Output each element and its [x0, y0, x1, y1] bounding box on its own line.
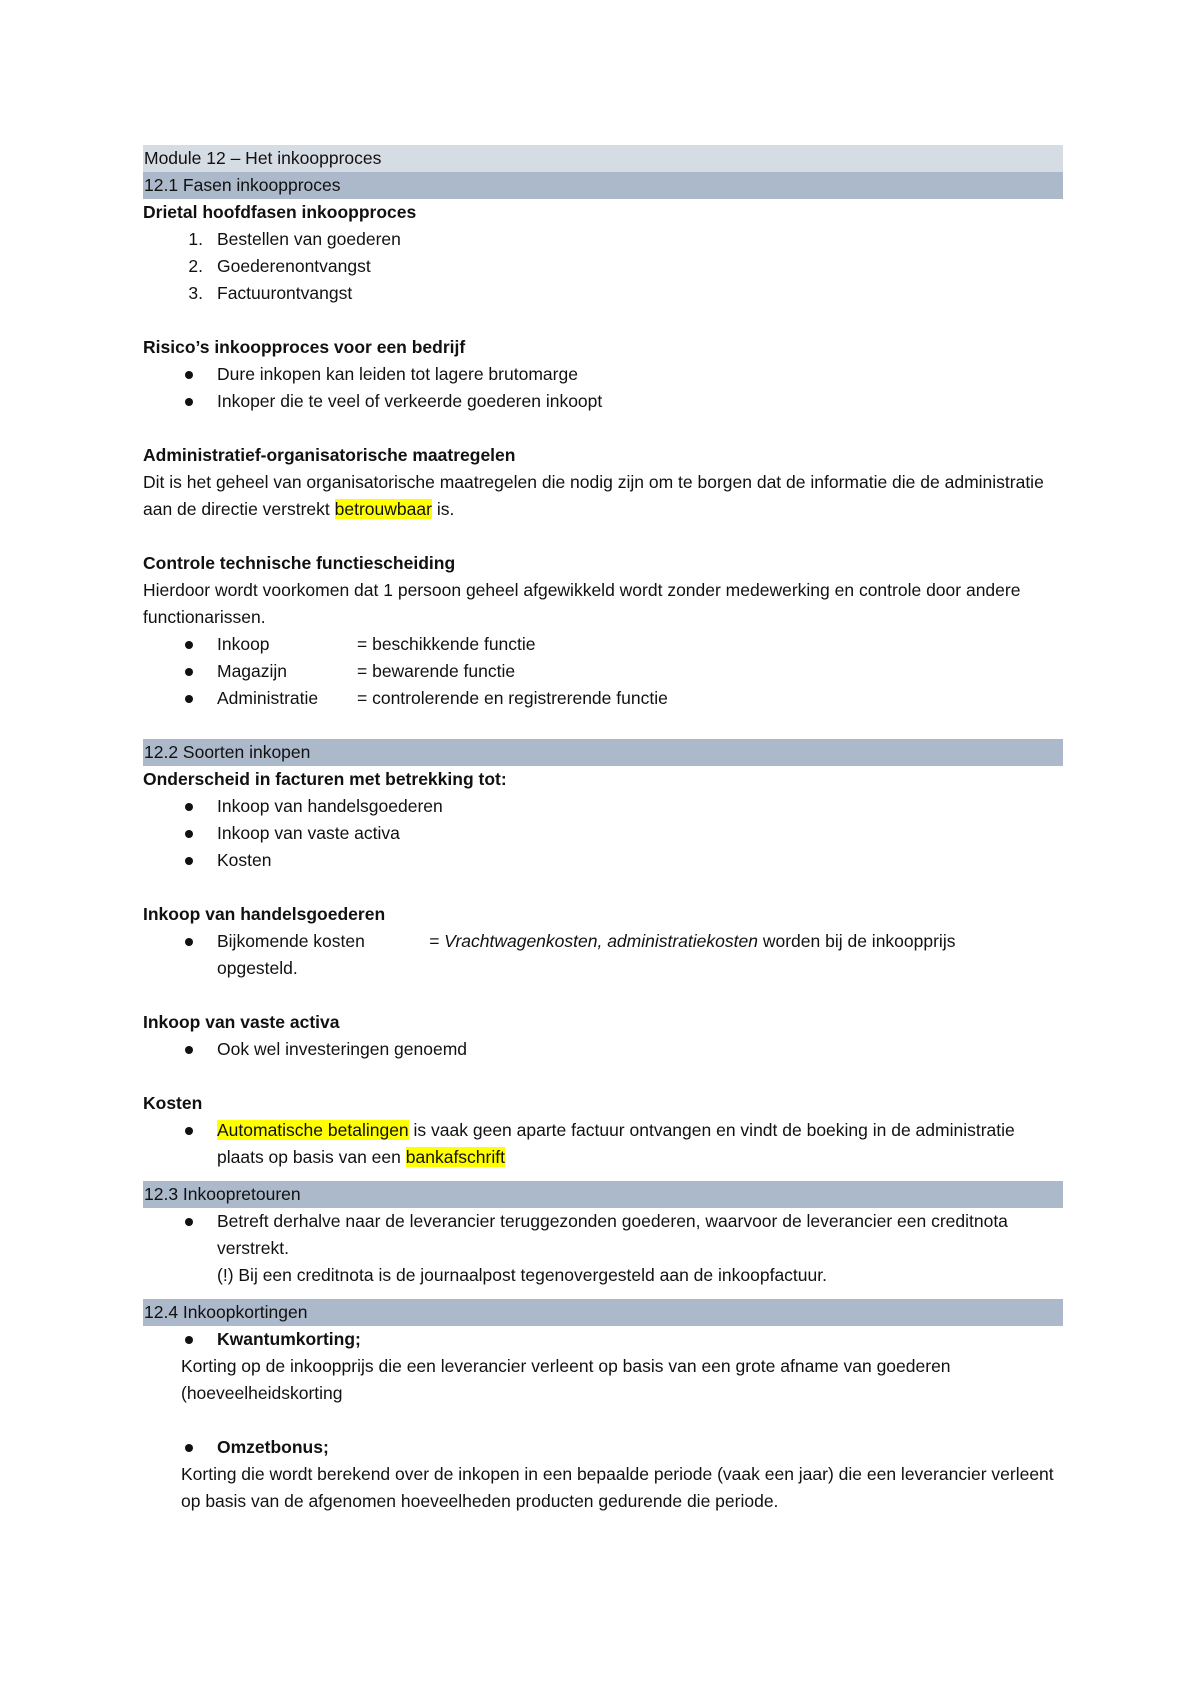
bullet-icon [185, 695, 193, 703]
list-item [143, 388, 1063, 415]
list-item [143, 685, 1063, 712]
kosten-highlight-1: Automatische betalingen [217, 1120, 409, 1140]
function-desc: = bewarende functie [357, 661, 516, 681]
bullet-icon [185, 1218, 193, 1226]
list-item [143, 1208, 1063, 1289]
kortingen-list [143, 1326, 1063, 1353]
activa-list [143, 1036, 1063, 1063]
kortingen-list-2 [143, 1434, 1063, 1461]
korting-label: Omzetbonus; [217, 1437, 329, 1457]
list-item-text: Goederenontvangst [217, 256, 371, 276]
kosten-text: is vaak geen aparte factuur ontvangen en vindt de boeking in de administratie plaats op basis van een [217, 1120, 1015, 1167]
list-number: 2. [188, 256, 203, 276]
ctf-paragraph: Hierdoor wordt voorkomen dat 1 persoon geheel afgewikkeld wordt zonder medewerking en controle door andere functionarissen. [143, 580, 1021, 627]
list-item [143, 793, 1063, 820]
list-item-text: Inkoop van vaste activa [217, 823, 400, 843]
bullet-icon [185, 1336, 193, 1344]
bullet-icon [185, 371, 193, 379]
function-desc: = beschikkende functie [357, 634, 536, 654]
list-item [143, 928, 1063, 982]
list-item-text: Ook wel investeringen genoemd [217, 1039, 468, 1059]
list-number: 1. [188, 229, 203, 249]
risks-list [143, 361, 1063, 415]
list-item [143, 1326, 1063, 1353]
list-item [143, 631, 1063, 658]
list-item-text: Inkoper die te veel of verkeerde goederen inkoopt [217, 391, 603, 411]
bullet-icon [185, 830, 193, 838]
list-item [143, 847, 1063, 874]
ctf-heading: Controle technische functiescheiding [143, 553, 456, 573]
function-desc: = controlerende en registrerende functie [357, 688, 668, 708]
bullet-icon [185, 1046, 193, 1054]
retour-note: (!) Bij een creditnota is de journaalpost tegenovergesteld aan de inkoopfactuur. [217, 1265, 827, 1285]
list-item [143, 820, 1063, 847]
kosten-list [143, 1117, 1063, 1171]
list-item-text: Dure inkopen kan leiden tot lagere brutomarge [217, 364, 578, 384]
bullet-icon [185, 938, 193, 946]
section-header-12-4: 12.4 Inkoopkortingen [143, 1299, 1063, 1326]
retour-list [143, 1208, 1063, 1289]
page-title: Module 12 – Het inkoopproces [143, 145, 1063, 172]
ao-highlight: betrouwbaar [334, 499, 432, 519]
section-header-12-2: 12.2 Soorten inkopen [143, 739, 1063, 766]
function-term: Magazijn [217, 661, 288, 681]
bullet-icon [185, 641, 193, 649]
kosten-heading: Kosten [143, 1093, 203, 1113]
function-term: Administratie [217, 688, 319, 708]
kosten-highlight-2: bankafschrift [405, 1147, 505, 1167]
handels-heading: Inkoop van handelsgoederen [143, 904, 386, 924]
list-item [143, 361, 1063, 388]
ao-text: Dit is het geheel van organisatorische maatregelen die nodig zijn om te borgen dat de informatie die de administratie aan de directie verstrekt [143, 472, 1044, 519]
functions-list [143, 631, 1063, 712]
list-item-text: Inkoop van handelsgoederen [217, 796, 443, 816]
ao-text-end: is. [436, 499, 455, 519]
handels-list [143, 928, 1063, 982]
list-number: 3. [188, 283, 203, 303]
function-term: Inkoop [217, 634, 270, 654]
bullet-icon [185, 668, 193, 676]
list-item [143, 1036, 1063, 1063]
types-heading: Onderscheid in facturen met betrekking tot: [143, 769, 507, 789]
handels-rest-2: opgesteld. [217, 958, 298, 978]
document-content [143, 145, 1063, 1515]
list-item [143, 1434, 1063, 1461]
activa-heading: Inkoop van vaste activa [143, 1012, 340, 1032]
risks-heading: Risico’s inkoopproces voor een bedrijf [143, 337, 466, 357]
bullet-icon [185, 803, 193, 811]
ao-heading: Administratief-organisatorische maatregelen [143, 445, 516, 465]
handels-italic: = Vrachtwagenkosten, administratiekosten [429, 931, 758, 951]
section-header-12-3: 12.3 Inkoopretouren [143, 1181, 1063, 1208]
ao-paragraph [143, 469, 1063, 523]
korting-description: Korting die wordt berekend over de inkopen in een bepaalde periode (vaak een jaar) die een leverancier verleent op basis van de afgenomen hoeveelheden producten gedurende die periode. [181, 1464, 1054, 1511]
list-item-text: Factuurontvangst [217, 283, 353, 303]
list-item [143, 658, 1063, 685]
phases-heading: Drietal hoofdfasen inkoopproces [143, 202, 417, 222]
list-item-text: Bestellen van goederen [217, 229, 401, 249]
list-item [143, 226, 1063, 253]
types-list [143, 793, 1063, 874]
korting-label: Kwantumkorting; [217, 1329, 361, 1349]
list-item [143, 1117, 1063, 1171]
bullet-icon [185, 398, 193, 406]
list-item [143, 253, 1063, 280]
retour-text: Betreft derhalve naar de leverancier teruggezonden goederen, waarvoor de leverancier een creditnota verstrekt. [217, 1211, 1008, 1258]
bullet-icon [185, 1444, 193, 1452]
korting-description: Korting op de inkoopprijs die een leverancier verleent op basis van een grote afname van goederen (hoeveelheidskorting [181, 1356, 951, 1403]
section-header-12-1: 12.1 Fasen inkoopproces [143, 172, 1063, 199]
list-item [143, 280, 1063, 307]
handels-rest: worden bij de inkoopprijs [762, 931, 956, 951]
bullet-icon [185, 857, 193, 865]
list-item-text: Kosten [217, 850, 272, 870]
handels-term: Bijkomende kosten [217, 931, 365, 951]
bullet-icon [185, 1127, 193, 1135]
phases-list [143, 226, 1063, 307]
